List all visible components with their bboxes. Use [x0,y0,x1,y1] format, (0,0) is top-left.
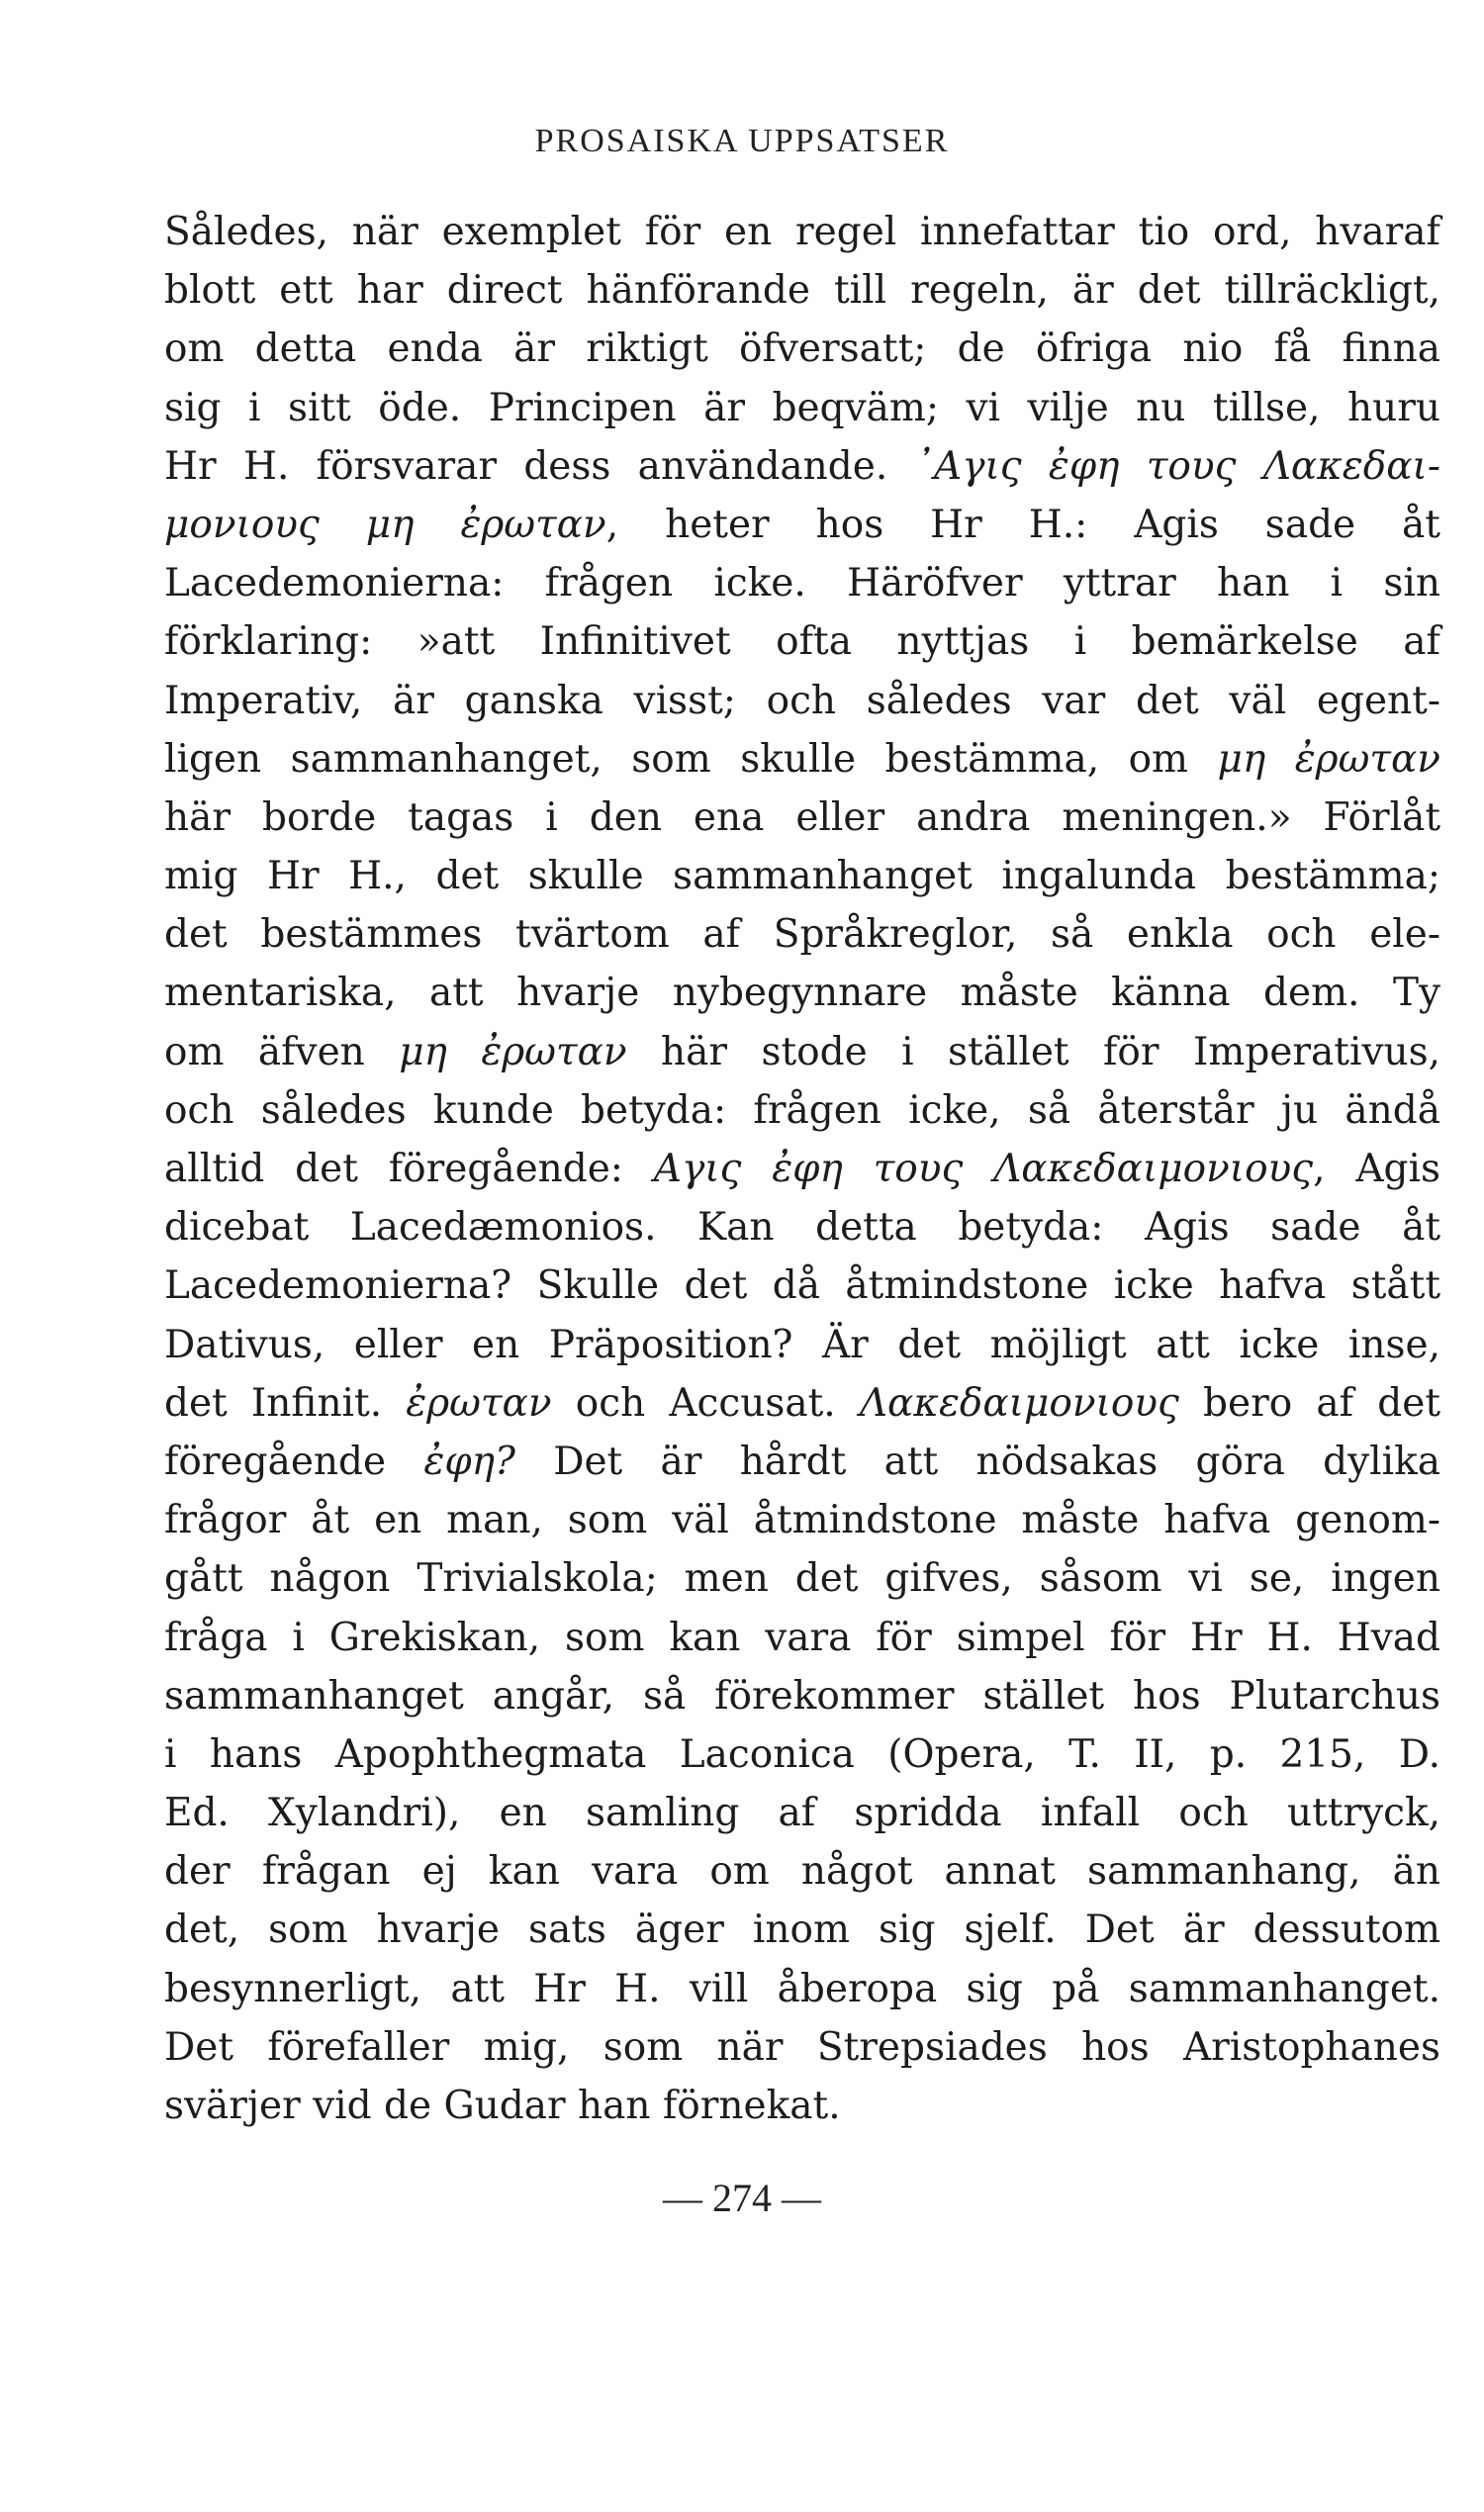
text-line [164,1140,1440,1198]
text-segment: gått någon Trivialskola; men det gifves, såsom vi se, ingen [164,1556,1440,1602]
text-segment: Dativus, eller en Präposition? Är det möjligt att icke inse, [164,1322,1440,1367]
text-segment: om detta enda är riktigt öfversatt; de öfriga nio få finna [164,326,1440,372]
text-line [164,672,1440,730]
text-segment: Det är hårdt att nödsakas göra dylika [514,1439,1440,1484]
text-line [164,905,1440,964]
text-line [164,1374,1440,1433]
text-line [164,1784,1440,1842]
text-line [164,612,1440,671]
text-segment: och således kunde betyda: frågen icke, så återstår ju ändå [164,1087,1440,1133]
text-line [164,1667,1440,1725]
text-segment: Ed. Xylandri), en samling af spridda infall och uttryck, [164,1791,1440,1836]
text-line [164,1198,1440,1256]
text-segment: om äfven [164,1029,400,1074]
greek-quotation: ἐφη? [423,1439,515,1484]
text-segment: i hans Apophthegmata Laconica (Opera, T. II, p. 215, D. [164,1731,1440,1777]
text-segment: alltid det föregående: [164,1147,654,1191]
text-segment: Det förefaller mig, som när Strepsiades hos Aristophanes [164,2024,1440,2070]
text-segment: besynnerligt, att Hr H. vill åberopa sig på sammanhanget. [164,1966,1440,2011]
text-segment: blott ett har direct hänförande till regeln, är det tillräckligt, [164,268,1440,314]
text-line [164,496,1440,554]
text-segment: der frågan ej kan vara om något annat sammanhang, än [164,1849,1440,1895]
text-line [164,1316,1440,1374]
greek-quotation: μη ἐρωταν [1217,736,1441,782]
greek-quotation: μονιους μη ἐρωταν [164,502,606,547]
greek-quotation: Αγις ἐφη τους Λακεδαιμονιους [653,1147,1314,1191]
greek-quotation: μη ἐρωταν [399,1029,627,1074]
text-segment: Således, när exemplet för en regel innefattar tio ord, hvaraf [164,210,1440,254]
text-line [164,847,1440,905]
text-segment: det bestämmes tvärtom af Språkreglor, så enkla och ele- [164,912,1440,958]
text-line [164,1256,1440,1315]
text-segment: dicebat Lacedæmonios. Kan detta betyda: Agis sade åt [164,1205,1440,1251]
text-segment: Lacedemonierna? Skulle det då åtmindstone icke hafva stått [164,1263,1440,1309]
text-line [164,964,1440,1022]
text-segment: , heter hos Hr H.: Agis sade åt [605,502,1440,547]
text-segment: här borde tagas i den ena eller andra meningen.» Förlåt [164,794,1440,840]
text-line [164,437,1440,496]
text-line [164,730,1440,789]
greek-quotation: ἐρωταν [406,1380,552,1426]
text-segment: det, som hvarje sats äger inom sig sjelf. Det är dessutom [164,1907,1440,1953]
text-line [164,1842,1440,1901]
greek-quotation: Λακεδαιμονιους [859,1380,1179,1426]
text-line [164,2018,1440,2077]
body-text [164,203,1440,2135]
text-segment: , Agis [1313,1147,1440,1191]
text-line [164,203,1440,261]
text-line [164,1549,1440,1608]
text-segment: det Infinit. [164,1380,407,1426]
text-line [164,261,1440,320]
text-line [164,320,1440,378]
text-line [164,789,1440,847]
text-line [164,379,1440,437]
page-number: — 274 — [663,2176,821,2220]
text-segment: fråga i Grekiskan, som kan vara för simpel för Hr H. Hvad [164,1615,1440,1660]
text-segment: sammanhanget angår, så förekommer stället hos Plutarchus [164,1673,1440,1719]
text-line [164,1901,1440,1959]
text-segment: förklaring: »att Infinitivet ofta nyttjas i bemärkelse af [164,619,1440,665]
text-segment: Lacedemonierna: frågen icke. Häröfver yttrar han i sin [164,561,1440,606]
text-line [164,1433,1440,1491]
text-line [164,1609,1440,1667]
text-segment: föregående [164,1439,424,1484]
text-line [164,554,1440,612]
greek-quotation: ᾿Αγις ἐφη τους Λακεδαι- [914,443,1441,489]
text-line [164,1023,1440,1081]
text-line [164,1960,1440,2018]
text-line [164,1725,1440,1784]
text-segment: här stode i stället för Imperativus, [626,1029,1441,1074]
text-segment: bero af det [1178,1380,1440,1426]
text-segment: mentariska, att hvarje nybegynnare måste känna dem. Ty [164,971,1440,1016]
text-segment: ligen sammanhanget, som skulle bestämma, om [164,736,1218,782]
text-segment: Hr H. försvarar dess användande. [164,443,915,489]
running-head: PROSAISKA UPPSATSER [534,123,950,159]
text-segment: Imperativ, är ganska visst; och således var det väl egent- [164,678,1440,723]
text-segment: frågor åt en man, som väl åtmindstone måste hafva genom- [164,1498,1440,1543]
text-segment: svärjer vid de Gudar han förnekat. [164,2084,841,2128]
text-segment: och Accusat. [551,1380,860,1426]
text-line [164,2077,1440,2135]
text-line [164,1081,1440,1140]
text-segment: sig i sitt öde. Principen är beqväm; vi vilje nu tillse, huru [164,385,1440,430]
text-line [164,1491,1440,1549]
text-segment: mig Hr H., det skulle sammanhanget ingalunda bestämma; [164,854,1440,899]
